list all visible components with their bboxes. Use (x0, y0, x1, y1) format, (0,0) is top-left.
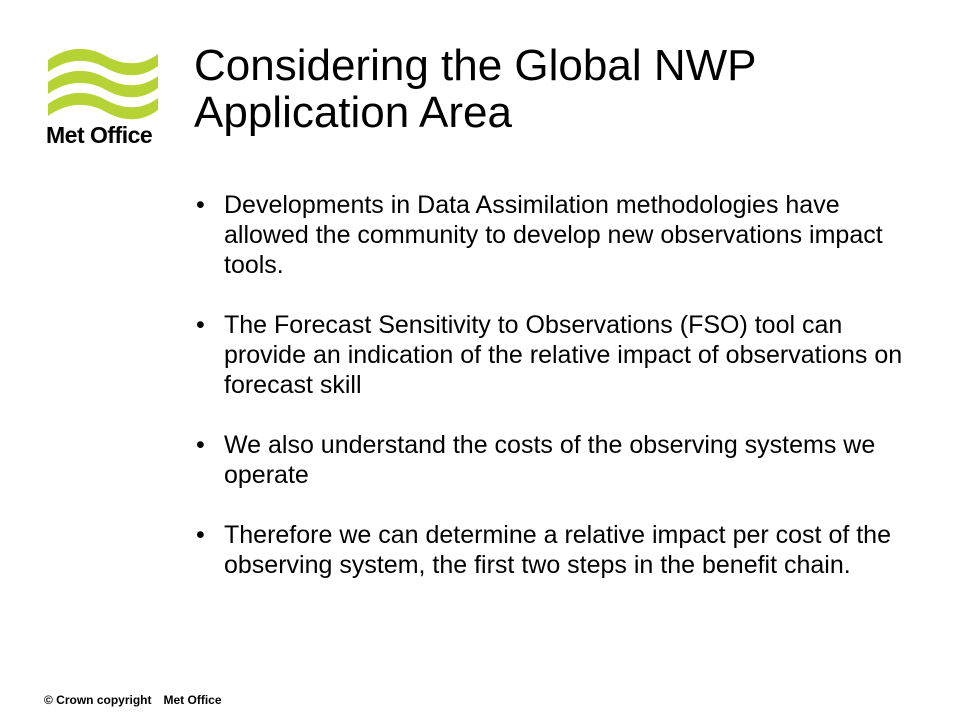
bullet-marker: • (196, 431, 205, 459)
bullet-item (190, 190, 910, 280)
bullet-list (190, 190, 910, 610)
copyright-text: © Crown copyright (44, 693, 152, 707)
bullet-text: Therefore we can determine a relative impact per cost of the observing system, the first two steps in the benefit chain. (224, 521, 891, 579)
logo-wordmark: Met Office (46, 122, 153, 148)
met-office-waves-icon (40, 42, 165, 122)
bullet-text: We also understand the costs of the observing systems we operate (224, 431, 876, 489)
footer-org: Met Office (163, 693, 222, 707)
bullet-text: The Forecast Sensitivity to Observations (FSO) tool can provide an indication of the relative impact of observations on forecast skill (224, 311, 903, 399)
bullet-text: Developments in Data Assimilation methodologies have allowed the community to develop new observations impact tools. (224, 191, 883, 279)
slide-title: Considering the Global NWP Application Area (194, 41, 756, 137)
bullet-item (190, 430, 910, 490)
met-office-logo (40, 42, 170, 152)
bullet-marker: • (196, 191, 205, 219)
bullet-item (190, 310, 910, 400)
bullet-marker: • (196, 521, 205, 549)
bullet-item (190, 520, 910, 580)
bullet-marker: • (196, 311, 205, 339)
footer (44, 693, 222, 707)
